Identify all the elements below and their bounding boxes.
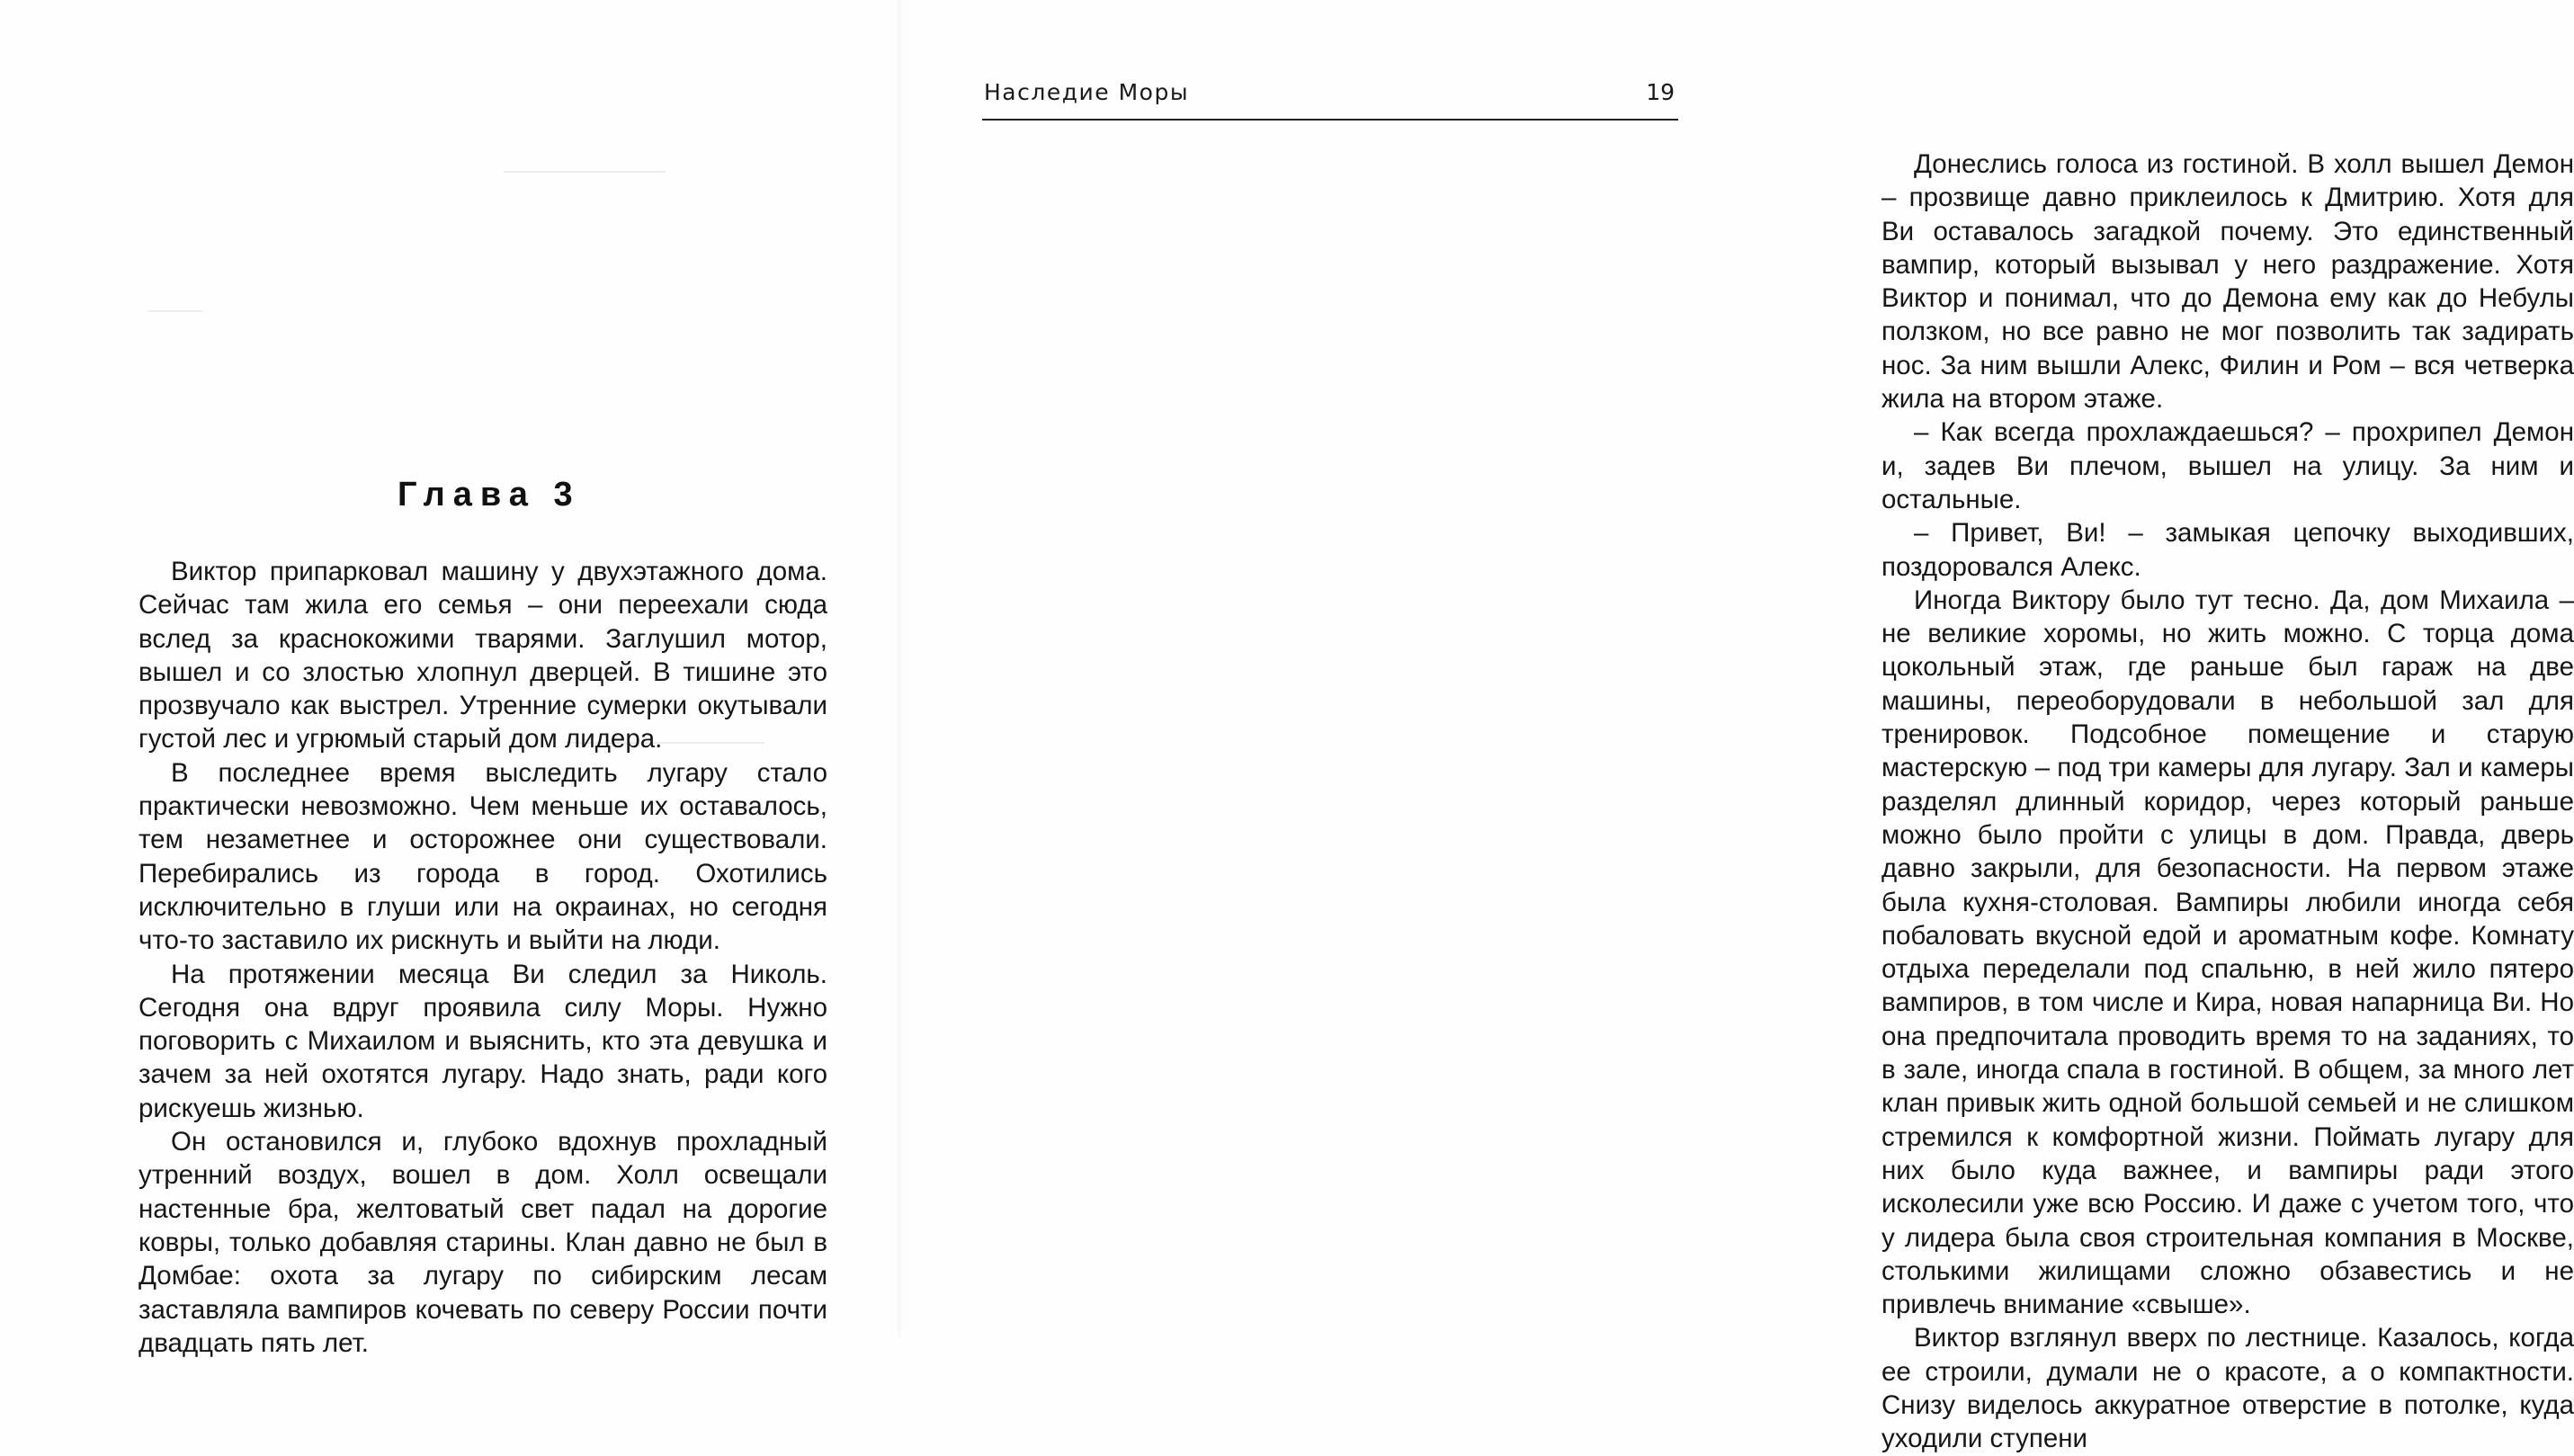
paragraph: Он остановился и, глубоко вдохнув прохладный утренний воздух, вошел в дом. Холл освещали настенные бра, желтоватый свет падал на дорогие ковры, только добавляя старины. Клан давно не был в Домбае: охота за лугару по сибирским лесам заставляла вампиров кочевать по северу России почти двадцать пять лет. [139,1127,827,1358]
page-number: 19 [1646,79,1675,105]
chapter-title: Глава 3 [398,476,581,514]
paragraph: Виктор припарковал машину у двухэтажного дома. Сейчас там жила его семья – они переехали сюда вслед за краснокожими тварями. Заглушил мотор, вышел и со злостью хлопнул дверцей. В тишине это прозвучало как выстрел. Утренние сумерки окутывали густой лес и угрюмый старый дом лидера. [139,557,827,755]
right-page [899,0,2574,1454]
paragraph: Донеслись голоса из гостиной. В холл вышел Демон – прозвище давно приклеилось к Дмитрию. Хотя для Ви оставалось загадкой почему. Это единственный вампир, который вызывал у него раздражение. Хотя Виктор и понимал, что до Демона ему как до Небулы ползком, но все равно не мог позволить так задирать нос. За ним вышли Алекс, Филин и Ром – вся четверка жила на втором этаже. [1881,149,2574,415]
running-header [982,74,1678,121]
left-page [0,0,899,1358]
paragraph: – Как всегда прохлаждаешься? – прохрипел Демон и, задев Ви плечом, вышел на улицу. За ним и остальные. [1881,417,2574,514]
paragraph: В последнее время выследить лугару стало практически невозможно. Чем меньше их оставалось, тем незаметнее и осторожнее они существовали. Перебирались из города в город. Охотились исключительно в глуши или на окраинах, но сегодня что-то заставило их рискнуть и выйти на люди. [139,757,827,956]
left-page-body [139,555,827,1360]
paragraph: Виктор взглянул вверх по лестнице. Казалось, когда ее строили, думали не о красоте, а о компактности. Снизу виделось аккуратное отверстие в потолке, куда уходили ступени [1881,1323,2574,1454]
paragraph: На протяжении месяца Ви следил за Николь. Сегодня она вдруг проявила силу Моры. Нужно поговорить с Михаилом и выяснить, кто эта девушка и зачем за ней охотятся лугару. Надо знать, ради кого рискуешь жизнью. [139,959,827,1123]
paragraph: Иногда Виктору было тут тесно. Да, дом Михаила – не великие хоромы, но жить можно. С торца дома цокольный этаж, где раньше был гараж на две машины, переоборудовали в небольшой зал для тренировок. Подсобное помещение и старую мастерскую – под три камеры для лугару. Зал и камеры разделял длинный коридор, через который раньше можно было пройти с улицы в дом. Правда, дверь давно закрыли, для безопасности. На первом этаже была кухня-столовая. Вампиры любили иногда себя побаловать вкусной едой и ароматным кофе. Комнату отдыха переделали под спальню, в ней жило пятеро вампиров, в том числе и Кира, новая напарница Ви. Но она предпочитала проводить время то на заданиях, то в зале, иногда спала в гостиной. В общем, за много лет клан привык жить одной большой семьей и не слишком стремился к комфортной жизни. Поймать лугару для них было куда важнее, и вампиры ради этого исколесили уже всю Россию. И даже с учетом того, что у лидера была своя строительная компания в Москве, столькими жилищами сложно обзавестись и не привлечь внимание «свыше». [1881,585,2574,1320]
show-through-mark [504,171,666,173]
paragraph: – Привет, Ви! – замыкая цепочку выходивших, поздоровался Алекс. [1881,518,2574,582]
running-title: Наследие Моры [984,79,1190,105]
show-through-mark [148,310,202,312]
right-page-body [1881,147,2574,1456]
